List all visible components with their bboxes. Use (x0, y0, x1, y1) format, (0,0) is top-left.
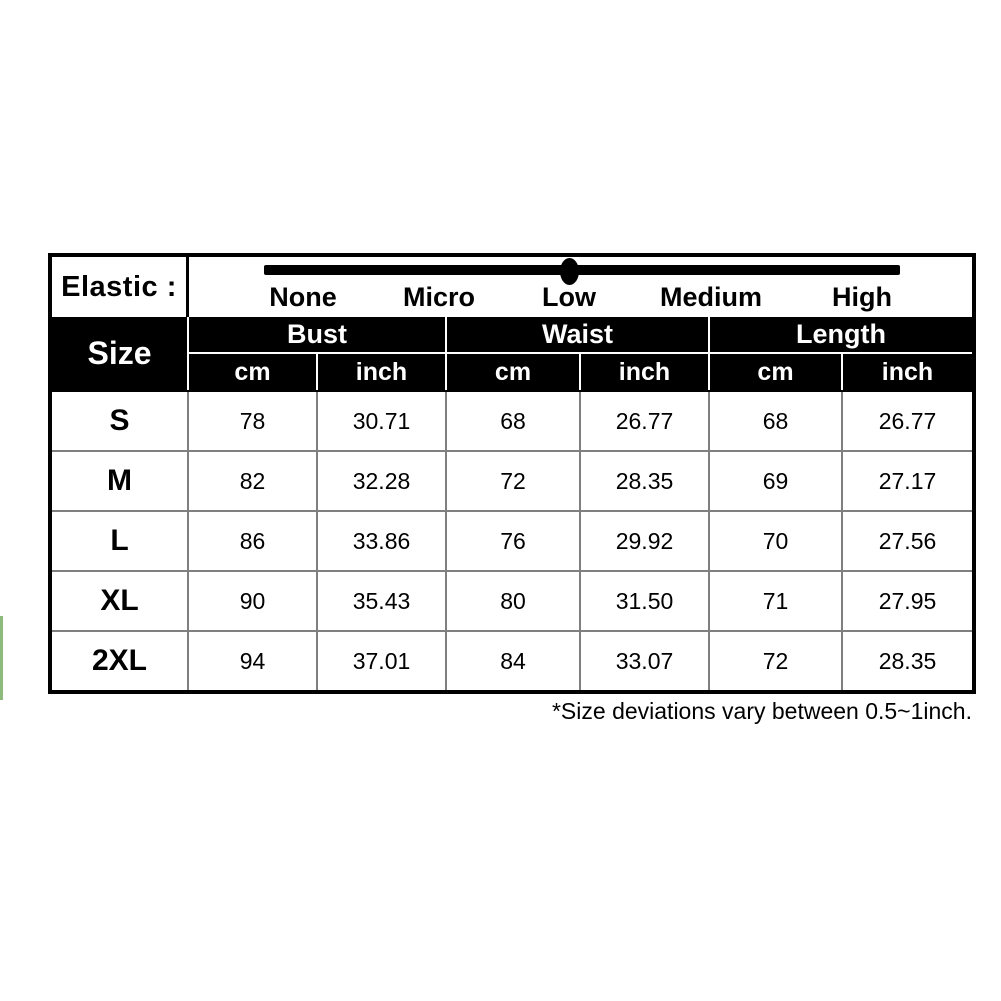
cell-bust-cm: 90 (189, 572, 316, 630)
table-header (52, 317, 972, 390)
unit-header-waist-cm: cm (447, 354, 579, 390)
cell-waist-inch: 26.77 (581, 392, 708, 450)
column-group-waist: Waist (447, 317, 708, 352)
elastic-level-low: Low (542, 282, 596, 312)
cell-bust-cm: 78 (189, 392, 316, 450)
column-group-bust: Bust (189, 317, 445, 352)
cell-bust-inch: 32.28 (318, 452, 445, 510)
cell-length-inch: 27.56 (843, 512, 972, 570)
column-group-length: Length (710, 317, 972, 352)
left-edge-accent-strip (0, 616, 3, 700)
elastic-level-medium: Medium (659, 282, 763, 312)
size-chart-table (48, 253, 976, 694)
elastic-level-micro: Micro (402, 282, 476, 312)
cell-waist-inch: 31.50 (581, 572, 708, 630)
size-deviation-note: *Size deviations vary between 0.5~1inch. (551, 698, 972, 724)
cell-bust-inch: 30.71 (318, 392, 445, 450)
cell-bust-cm: 82 (189, 452, 316, 510)
elastic-label: Elastic : (52, 257, 189, 317)
cell-waist-cm: 80 (447, 572, 579, 630)
row-size-label: L (52, 512, 187, 570)
elastic-slider-track (264, 265, 900, 275)
row-size-label: M (52, 452, 187, 510)
row-size-label: S (52, 392, 187, 450)
elastic-level-high: High (832, 282, 892, 312)
elastic-row (52, 257, 972, 317)
unit-header-bust-cm: cm (189, 354, 316, 390)
cell-waist-cm: 72 (447, 452, 579, 510)
cell-length-cm: 68 (710, 392, 841, 450)
unit-header-waist-inch: inch (581, 354, 708, 390)
cell-length-cm: 71 (710, 572, 841, 630)
table-body (52, 390, 972, 690)
cell-length-inch: 28.35 (843, 632, 972, 690)
cell-waist-cm: 68 (447, 392, 579, 450)
cell-waist-inch: 29.92 (581, 512, 708, 570)
cell-bust-inch: 37.01 (318, 632, 445, 690)
elastic-level-none: None (269, 282, 337, 312)
cell-bust-inch: 33.86 (318, 512, 445, 570)
elastic-slider-knob (560, 258, 579, 285)
unit-header-length-cm: cm (710, 354, 841, 390)
cell-length-cm: 69 (710, 452, 841, 510)
cell-waist-inch: 28.35 (581, 452, 708, 510)
cell-waist-inch: 33.07 (581, 632, 708, 690)
row-size-label: 2XL (52, 632, 187, 690)
cell-waist-cm: 84 (447, 632, 579, 690)
cell-length-inch: 27.17 (843, 452, 972, 510)
cell-waist-cm: 76 (447, 512, 579, 570)
unit-header-length-inch: inch (843, 354, 972, 390)
row-size-label: XL (52, 572, 187, 630)
cell-length-inch: 27.95 (843, 572, 972, 630)
cell-bust-cm: 86 (189, 512, 316, 570)
cell-length-inch: 26.77 (843, 392, 972, 450)
column-header-size: Size (52, 317, 187, 390)
cell-bust-cm: 94 (189, 632, 316, 690)
cell-length-cm: 70 (710, 512, 841, 570)
elastic-scale (189, 257, 972, 317)
unit-header-bust-inch: inch (318, 354, 445, 390)
cell-bust-inch: 35.43 (318, 572, 445, 630)
cell-length-cm: 72 (710, 632, 841, 690)
